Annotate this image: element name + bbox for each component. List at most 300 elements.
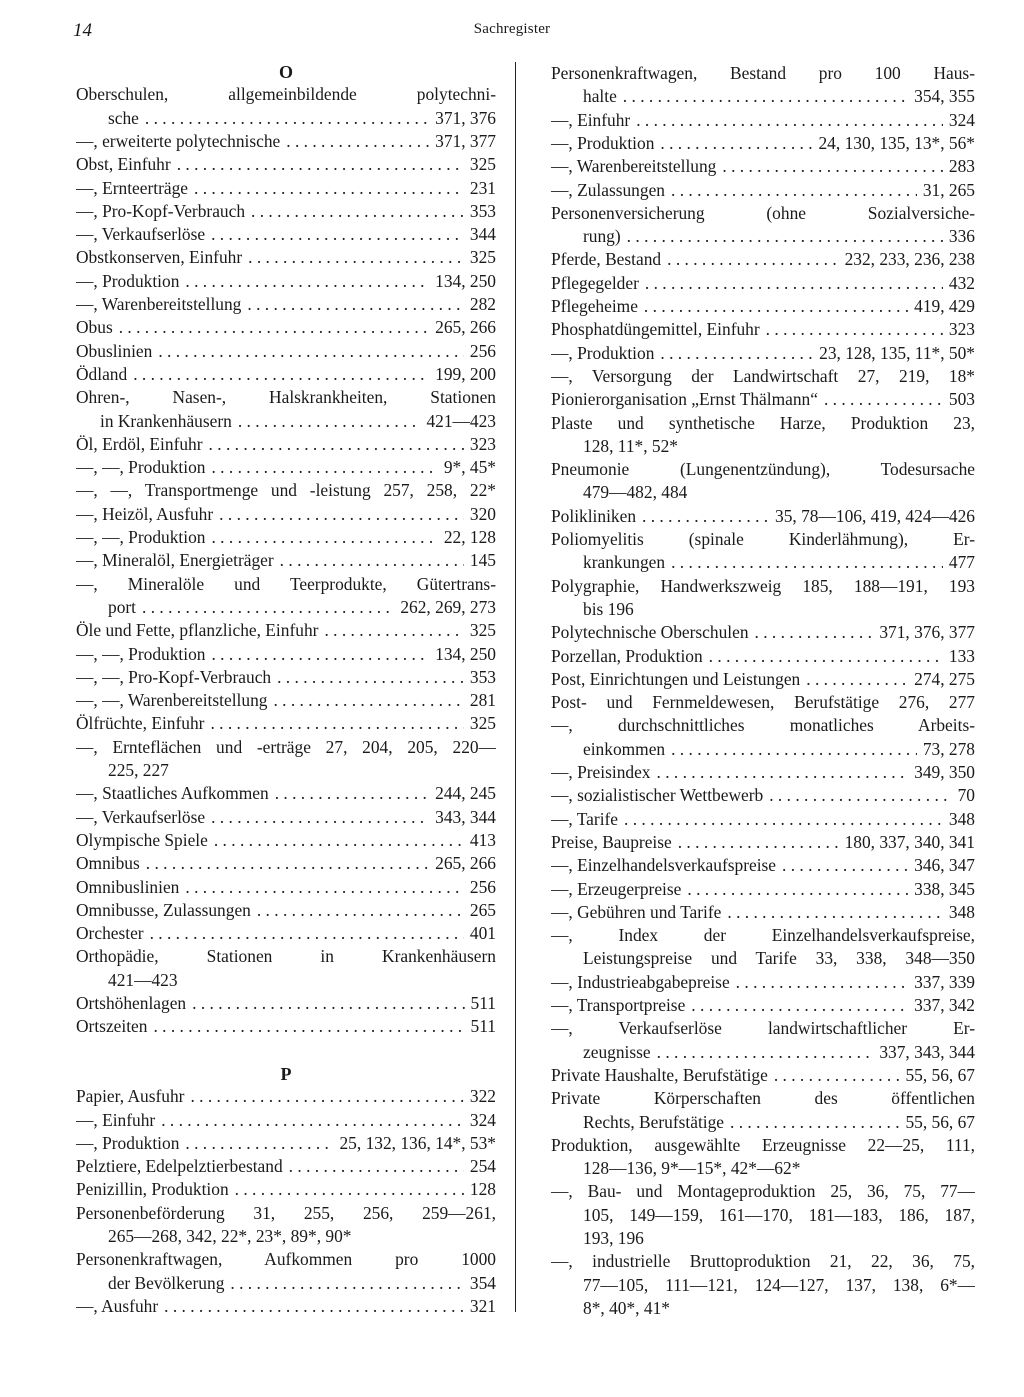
- index-entry-pages: 134, 250: [435, 270, 496, 291]
- section-letter-heading: O: [278, 62, 293, 82]
- index-entry-pages: 265, 266: [435, 853, 496, 874]
- dot-leader: [238, 410, 421, 433]
- index-entry-term: Polikliniken: [551, 505, 637, 526]
- index-entry: [551, 994, 975, 1017]
- index-entry: [76, 1015, 496, 1038]
- index-entry-term: —, Preisindex: [551, 762, 651, 782]
- index-entry-term: Ödland: [76, 363, 128, 384]
- index-entry: [76, 270, 496, 293]
- dot-leader: [219, 503, 464, 526]
- index-entry-term: —, Mineralöl, Energieträger: [76, 550, 274, 571]
- index-entry-line: Oberschulen, allgemeinbildende polytechni-: [76, 84, 496, 105]
- index-entry-pages: 256: [469, 340, 496, 361]
- index-entry-continuation: bis 196: [583, 598, 634, 619]
- index-entry-term: Ortshöhenlagen: [76, 993, 187, 1013]
- index-entry: [583, 225, 975, 248]
- index-entry-term: —, Produktion: [76, 270, 180, 291]
- index-entry-line: —, Bau- und Montageproduktion 25, 36, 75, 77—: [551, 1181, 975, 1202]
- index-entry-term: Private Haushalte, Berufstätige: [551, 1064, 768, 1085]
- index-entry: [76, 363, 496, 386]
- dot-leader: [142, 596, 394, 619]
- index-entry-term: —, Einzelhandelsverkaufspreise: [551, 855, 777, 876]
- dot-leader: [636, 109, 943, 132]
- index-entry: [76, 130, 496, 153]
- dot-leader: [671, 738, 917, 761]
- dot-leader: [164, 1295, 464, 1318]
- index-entry: [551, 155, 975, 178]
- index-entry-term: —, Transportpreise: [551, 995, 686, 1015]
- index-entry-term: Obstkonserven, Einfuhr: [76, 247, 243, 268]
- index-entry: [76, 223, 496, 246]
- index-entry: [108, 596, 496, 619]
- dot-leader: [146, 852, 429, 875]
- index-entry-pages: 9*, 45*: [443, 457, 496, 478]
- dot-leader: [194, 177, 464, 200]
- dot-leader: [192, 992, 464, 1015]
- index-entry-term: —, Tarife: [551, 808, 619, 829]
- index-entry-line: Orthopädie, Stationen in Krankenhäusern: [76, 946, 496, 967]
- index-entry-term: halte: [583, 86, 617, 107]
- running-head: Sachregister: [473, 21, 551, 37]
- index-entry-term: Öl, Erdöl, Einfuhr: [76, 433, 203, 454]
- index-entry-term: Ortszeiten: [76, 1016, 148, 1037]
- dot-leader: [277, 666, 464, 689]
- index-entry: [100, 410, 496, 433]
- index-entry-pages: 262, 269, 273: [400, 596, 496, 617]
- index-entry-term: Öle und Fette, pflanzliche, Einfuhr: [76, 620, 319, 641]
- index-entry-line: Produktion, ausgewählte Erzeugnisse 22—25, 111,: [551, 1134, 975, 1155]
- index-entry: [551, 808, 975, 831]
- index-entry-continuation: 128—136, 9*—15*, 42*—62*: [583, 1158, 801, 1179]
- index-entry-pages: 337, 339: [914, 971, 975, 992]
- index-entry-pages: 55, 56, 67: [905, 1111, 975, 1132]
- index-entry: [551, 342, 975, 365]
- dot-leader: [190, 1085, 463, 1108]
- index-entry-term: —, —, Warenbereitstellung: [76, 690, 268, 711]
- index-entry-pages: 354, 355: [914, 86, 975, 107]
- index-entry-term: Penizillin, Produktion: [76, 1179, 229, 1200]
- index-entry-term: sche: [108, 107, 139, 128]
- index-entry-line: Pneumonie (Lungenentzündung), Todesursache: [551, 459, 975, 480]
- index-entry-term: —, Pro-Kopf-Verbrauch: [76, 200, 246, 221]
- index-entry-pages: 231: [469, 177, 496, 198]
- index-entry: [583, 551, 975, 574]
- index-entry-line: Personenkraftwagen, Aufkommen pro 1000: [76, 1249, 496, 1270]
- index-entry-continuation: 193, 196: [583, 1228, 644, 1248]
- index-entry-continuation: 265—268, 342, 22*, 23*, 89*, 90*: [108, 1226, 352, 1246]
- index-entry-line: Post- und Fernmeldewesen, Berufstätige 276, 277: [551, 692, 975, 713]
- index-entry-pages: 348: [948, 901, 975, 922]
- index-entry-term: —, Gebühren und Tarife: [551, 901, 722, 922]
- index-entry-term: Obuslinien: [76, 340, 153, 361]
- index-entry-term: —, Verkaufserlöse: [76, 806, 206, 827]
- dot-leader: [709, 645, 943, 668]
- dot-leader: [211, 223, 464, 246]
- index-entry: [76, 340, 496, 363]
- index-entry-term: Papier, Ausfuhr: [76, 1086, 185, 1107]
- index-entry: [76, 712, 496, 735]
- index-entry: [583, 1111, 975, 1134]
- index-entry: [76, 316, 496, 339]
- index-entry: [551, 901, 975, 924]
- index-entry: [76, 806, 496, 829]
- index-entry: [76, 526, 496, 549]
- index-entry-pages: 323: [469, 433, 496, 454]
- index-entry-pages: 371, 376, 377: [879, 622, 975, 643]
- dot-leader: [210, 712, 463, 735]
- index-entry-continuation: 128, 11*, 52*: [583, 435, 679, 456]
- dot-leader: [660, 132, 812, 155]
- index-entry-line: Personenversicherung (ohne Sozialversiche-: [551, 202, 975, 223]
- dot-leader: [214, 829, 464, 852]
- index-entry-pages: 419, 429: [914, 296, 975, 316]
- index-entry-pages: 336: [948, 226, 975, 247]
- index-entry-term: krankungen: [583, 552, 666, 573]
- index-entry-term: Omnibus: [76, 853, 140, 874]
- dot-leader: [766, 318, 943, 341]
- index-entry-term: —, Verkaufserlöse: [76, 224, 206, 245]
- dot-leader: [248, 246, 464, 269]
- index-entry-pages: 354: [469, 1272, 496, 1293]
- index-entry-term: —, Ernteerträge: [76, 177, 189, 198]
- index-entry-term: —, Produktion: [551, 132, 655, 153]
- index-entry-pages: 421—423: [426, 410, 496, 431]
- dot-leader: [133, 363, 429, 386]
- index-entry: [551, 388, 975, 411]
- index-entry-continuation: 105, 149—159, 161—170, 181—183, 186, 187,: [583, 1204, 975, 1225]
- index-entry: [583, 738, 975, 761]
- index-entry-pages: 321: [469, 1295, 496, 1316]
- index-entry-continuation: 421—423: [108, 969, 178, 990]
- index-entry-term: —, Heizöl, Ausfuhr: [76, 503, 214, 524]
- index-entry: [551, 248, 975, 271]
- dot-leader: [235, 1178, 464, 1201]
- index-entry-pages: 371, 377: [435, 130, 496, 151]
- index-entry-pages: 432: [948, 272, 975, 293]
- index-entry: [76, 922, 496, 945]
- index-entry: [551, 109, 975, 132]
- index-entry-term: —, Produktion: [76, 1132, 180, 1153]
- index-entry-pages: 133: [948, 645, 975, 666]
- index-entry-term: Pferde, Bestand: [551, 249, 662, 270]
- index-entry-continuation: Leistungspreise und Tarife 33, 338, 348—350: [583, 948, 975, 969]
- index-entry: [551, 971, 975, 994]
- index-entry: [551, 761, 975, 784]
- index-entry-term: Obus: [76, 317, 113, 338]
- page-number: 14: [73, 20, 92, 41]
- index-entry-pages: 256: [469, 876, 496, 897]
- index-entry-term: —, Warenbereitstellung: [76, 294, 242, 314]
- dot-leader: [769, 784, 951, 807]
- index-entry-term: Ölfrüchte, Einfuhr: [76, 713, 205, 734]
- index-entry-pages: 477: [948, 552, 975, 573]
- index-entry-pages: 324: [469, 1109, 496, 1130]
- index-entry: [551, 179, 975, 202]
- index-entry-pages: 322: [469, 1086, 496, 1107]
- index-entry-term: —, Erzeugerpreise: [551, 878, 682, 899]
- index-entry-pages: 344: [469, 224, 496, 245]
- index-entry-pages: 199, 200: [435, 363, 496, 384]
- dot-leader: [161, 1109, 464, 1132]
- index-entry-pages: 338, 345: [914, 878, 975, 899]
- index-entry: [76, 1085, 496, 1108]
- index-entry-line: —, Versorgung der Landwirtschaft 27, 219, 18*: [551, 365, 975, 386]
- index-entry: [76, 852, 496, 875]
- dot-leader: [644, 295, 908, 318]
- index-entry-term: —, Ausfuhr: [76, 1295, 159, 1316]
- index-entry-term: —, Einfuhr: [551, 109, 631, 130]
- dot-leader: [257, 899, 464, 922]
- index-entry-line: —, industrielle Bruttoproduktion 21, 22, 36, 75,: [551, 1251, 975, 1272]
- dot-leader: [211, 456, 437, 479]
- index-entry-term: rung): [583, 226, 621, 247]
- index-entry-pages: 23, 128, 135, 11*, 50*: [819, 342, 975, 363]
- index-entry-line: Personenbeförderung 31, 255, 256, 259—261,: [76, 1202, 496, 1223]
- index-entry: [108, 107, 496, 130]
- index-entry-term: —, —, Produktion: [76, 527, 206, 547]
- index-entry-pages: 55, 56, 67: [905, 1064, 975, 1085]
- index-entry-pages: 128: [469, 1179, 496, 1200]
- dot-leader: [145, 107, 429, 130]
- index-entry: [76, 619, 496, 642]
- index-entry: [583, 85, 975, 108]
- index-entry-term: —, sozialistischer Wettbewerb: [551, 785, 764, 806]
- index-entry: [76, 246, 496, 269]
- dot-leader: [687, 878, 908, 901]
- dot-leader: [247, 293, 464, 316]
- dot-leader: [230, 1272, 464, 1295]
- index-entry: [108, 1272, 496, 1295]
- dot-leader: [150, 922, 464, 945]
- dot-leader: [678, 831, 839, 854]
- index-entry-pages: 325: [469, 713, 496, 734]
- dot-leader: [289, 1155, 464, 1178]
- index-entry-term: Omnibusse, Zulassungen: [76, 899, 251, 920]
- index-entry-pages: 35, 78—106, 419, 424—426: [775, 505, 975, 526]
- dot-leader: [209, 433, 464, 456]
- index-entry: [76, 666, 496, 689]
- column-divider: [515, 62, 516, 1312]
- dot-leader: [153, 1015, 464, 1038]
- index-entry-term: —, Warenbereitstellung: [551, 156, 717, 177]
- index-entry-pages: 31, 265: [922, 179, 975, 200]
- index-entry-pages: 325: [469, 154, 496, 175]
- dot-leader: [185, 876, 464, 899]
- dot-leader: [185, 270, 429, 293]
- index-entry-pages: 320: [469, 503, 496, 524]
- dot-leader: [774, 1064, 900, 1087]
- index-entry-pages: 323: [948, 319, 975, 340]
- index-entry-pages: 337, 343, 344: [879, 1041, 975, 1062]
- dot-leader: [119, 316, 429, 339]
- index-entry: [551, 668, 975, 691]
- index-entry-term: —, Zulassungen: [551, 179, 665, 200]
- index-entry-term: —, Produktion: [551, 342, 655, 363]
- dot-leader: [657, 761, 909, 784]
- index-entry-term: Pflegegelder: [551, 272, 639, 293]
- dot-leader: [645, 272, 943, 295]
- index-entry: [76, 1295, 496, 1318]
- dot-leader: [158, 340, 464, 363]
- index-entry-line: —, Verkaufserlöse landwirtschaftlicher Er-: [551, 1018, 975, 1039]
- section-letter-heading: P: [280, 1063, 292, 1084]
- index-entry-term: Omnibuslinien: [76, 876, 180, 897]
- index-entry-pages: 511: [470, 1016, 496, 1037]
- dot-leader: [671, 179, 917, 202]
- dot-leader: [730, 1111, 899, 1134]
- index-entry: [76, 782, 496, 805]
- index-entry: [551, 831, 975, 854]
- index-entry-pages: 349, 350: [914, 762, 975, 782]
- index-entry-pages: 371, 376: [435, 107, 496, 128]
- index-entry-term: —, —, Pro-Kopf-Verbrauch: [76, 666, 272, 687]
- index-entry: [76, 899, 496, 922]
- index-entry: [551, 645, 975, 668]
- index-entry-term: der Bevölkerung: [108, 1272, 225, 1293]
- index-entry-pages: 254: [469, 1156, 496, 1177]
- index-entry-line: Personenkraftwagen, Bestand pro 100 Haus-: [551, 63, 975, 83]
- dot-leader: [782, 854, 908, 877]
- index-entry: [76, 992, 496, 1015]
- index-entry-continuation: 479—482, 484: [583, 482, 688, 503]
- index-entry-term: —, Einfuhr: [76, 1109, 156, 1130]
- index-entry-pages: 24, 130, 135, 13*, 56*: [818, 132, 975, 153]
- index-entry-pages: 503: [948, 389, 975, 410]
- index-entry-line: —, durchschnittliches monatliches Arbeits-: [551, 715, 975, 736]
- index-entry-term: —, —, Produktion: [76, 457, 206, 478]
- index-entry: [76, 689, 496, 712]
- index-entry: [76, 153, 496, 176]
- dot-leader: [727, 901, 943, 924]
- index-entry-line: Plaste und synthetische Harze, Produktion 23,: [551, 412, 975, 433]
- index-entry-pages: 22, 128: [443, 527, 496, 547]
- index-entry-term: zeugnisse: [583, 1041, 651, 1062]
- index-entry-term: Post, Einrichtungen und Leistungen: [551, 668, 801, 689]
- dot-leader: [824, 388, 943, 411]
- dot-leader: [642, 505, 769, 528]
- index-entry-pages: 511: [470, 993, 496, 1013]
- index-entry-pages: 265, 266: [435, 317, 496, 338]
- index-entry-pages: 180, 337, 340, 341: [844, 831, 975, 852]
- index-entry-pages: 232, 233, 236, 238: [844, 249, 975, 270]
- index-entry-line: Polygraphie, Handwerkszweig 185, 188—191, 193: [551, 575, 975, 596]
- index-entry-pages: 413: [469, 829, 496, 850]
- dot-leader: [755, 621, 874, 644]
- index-entry: [76, 1155, 496, 1178]
- index-entry: [551, 621, 975, 644]
- index-entry-line: Poliomyelitis (spinale Kinderlähmung), Er-: [551, 529, 975, 549]
- index-entry-continuation: 8*, 40*, 41*: [583, 1297, 670, 1318]
- index-entry-pages: 401: [469, 923, 496, 944]
- index-entry-term: Polytechnische Oberschulen: [551, 622, 749, 643]
- index-entry-line: —, Index der Einzelhandelsverkaufspreise,: [551, 925, 975, 946]
- index-entry-term: Olympische Spiele: [76, 829, 208, 850]
- dot-leader: [211, 806, 429, 829]
- index-entry: [551, 318, 975, 341]
- index-entry: [551, 854, 975, 877]
- index-entry: [551, 295, 975, 318]
- index-entry: [551, 878, 975, 901]
- index-entry-term: Pionierorganisation „Ernst Thälmann“: [551, 389, 818, 410]
- index-entry: [76, 1109, 496, 1132]
- index-entry-line: Private Körperschaften des öffentlichen: [551, 1088, 975, 1109]
- index-entry: [76, 503, 496, 526]
- index-entry: [76, 1178, 496, 1201]
- index-entry: [551, 272, 975, 295]
- index-entry-term: Porzellan, Produktion: [551, 645, 703, 666]
- index-entry: [76, 293, 496, 316]
- dot-leader: [177, 153, 464, 176]
- index-entry-pages: 244, 245: [435, 783, 496, 804]
- index-entry: [551, 784, 975, 807]
- dot-leader: [667, 248, 838, 271]
- index-entry-pages: 282: [469, 294, 496, 314]
- index-entry-pages: 346, 347: [914, 855, 975, 876]
- index-entry-pages: 73, 278: [922, 738, 975, 759]
- index-entry-term: —, Staatliches Aufkommen: [76, 783, 269, 804]
- index-entry-term: —, Industrieabgabepreise: [551, 971, 730, 992]
- dot-leader: [211, 526, 437, 549]
- index-entry: [551, 505, 975, 528]
- index-entry-pages: 25, 132, 136, 14*, 53*: [339, 1132, 496, 1153]
- index-entry: [76, 177, 496, 200]
- index-entry-pages: 134, 250: [435, 643, 496, 664]
- index-entry: [551, 1064, 975, 1087]
- index-entry-term: Pelztiere, Edelpelztierbestand: [76, 1156, 283, 1177]
- index-entry-pages: 337, 342: [914, 995, 975, 1015]
- index-entry-pages: 325: [469, 620, 496, 641]
- index-entry: [76, 433, 496, 456]
- index-entry: [76, 876, 496, 899]
- index-entry-term: Orchester: [76, 923, 144, 944]
- index-entry-pages: 265: [469, 899, 496, 920]
- index-entry-pages: 324: [948, 109, 975, 130]
- index-entry-pages: 343, 344: [435, 806, 496, 827]
- dot-leader: [286, 130, 429, 153]
- index-entry-pages: 145: [469, 550, 496, 571]
- index-entry-line: Ohren-, Nasen-, Halskrankheiten, Stationen: [76, 387, 496, 408]
- index-entry-term: einkommen: [583, 738, 666, 759]
- index-entry-pages: 353: [469, 200, 496, 221]
- index-entry-term: port: [108, 596, 137, 617]
- dot-leader: [627, 225, 943, 248]
- index-entry-term: Rechts, Berufstätige: [583, 1111, 725, 1132]
- index-entry-term: Pflegeheime: [551, 296, 638, 316]
- index-entry: [76, 200, 496, 223]
- index-entry-term: —, erweiterte polytechnische: [76, 130, 281, 151]
- dot-leader: [324, 619, 463, 642]
- index-entry-term: Obst, Einfuhr: [76, 154, 171, 175]
- index-entry-pages: 281: [469, 690, 496, 711]
- dot-leader: [623, 85, 908, 108]
- index-entry-pages: 70: [957, 785, 975, 806]
- index-entry-pages: 353: [469, 666, 496, 687]
- dot-leader: [275, 782, 429, 805]
- index-entry-continuation: 225, 227: [108, 760, 169, 780]
- index-entry: [76, 456, 496, 479]
- index-entry-pages: 325: [469, 247, 496, 268]
- dot-leader: [657, 1041, 874, 1064]
- index-entry: [551, 132, 975, 155]
- index-entry-pages: 348: [948, 808, 975, 829]
- dot-leader: [722, 155, 943, 178]
- dot-leader: [185, 1132, 333, 1155]
- dot-leader: [251, 200, 464, 223]
- index-entry: [76, 549, 496, 572]
- dot-leader: [736, 971, 908, 994]
- index-entry-pages: 283: [948, 156, 975, 177]
- index-entry-line: —, Mineralöle und Teerprodukte, Gütertrans-: [76, 573, 496, 594]
